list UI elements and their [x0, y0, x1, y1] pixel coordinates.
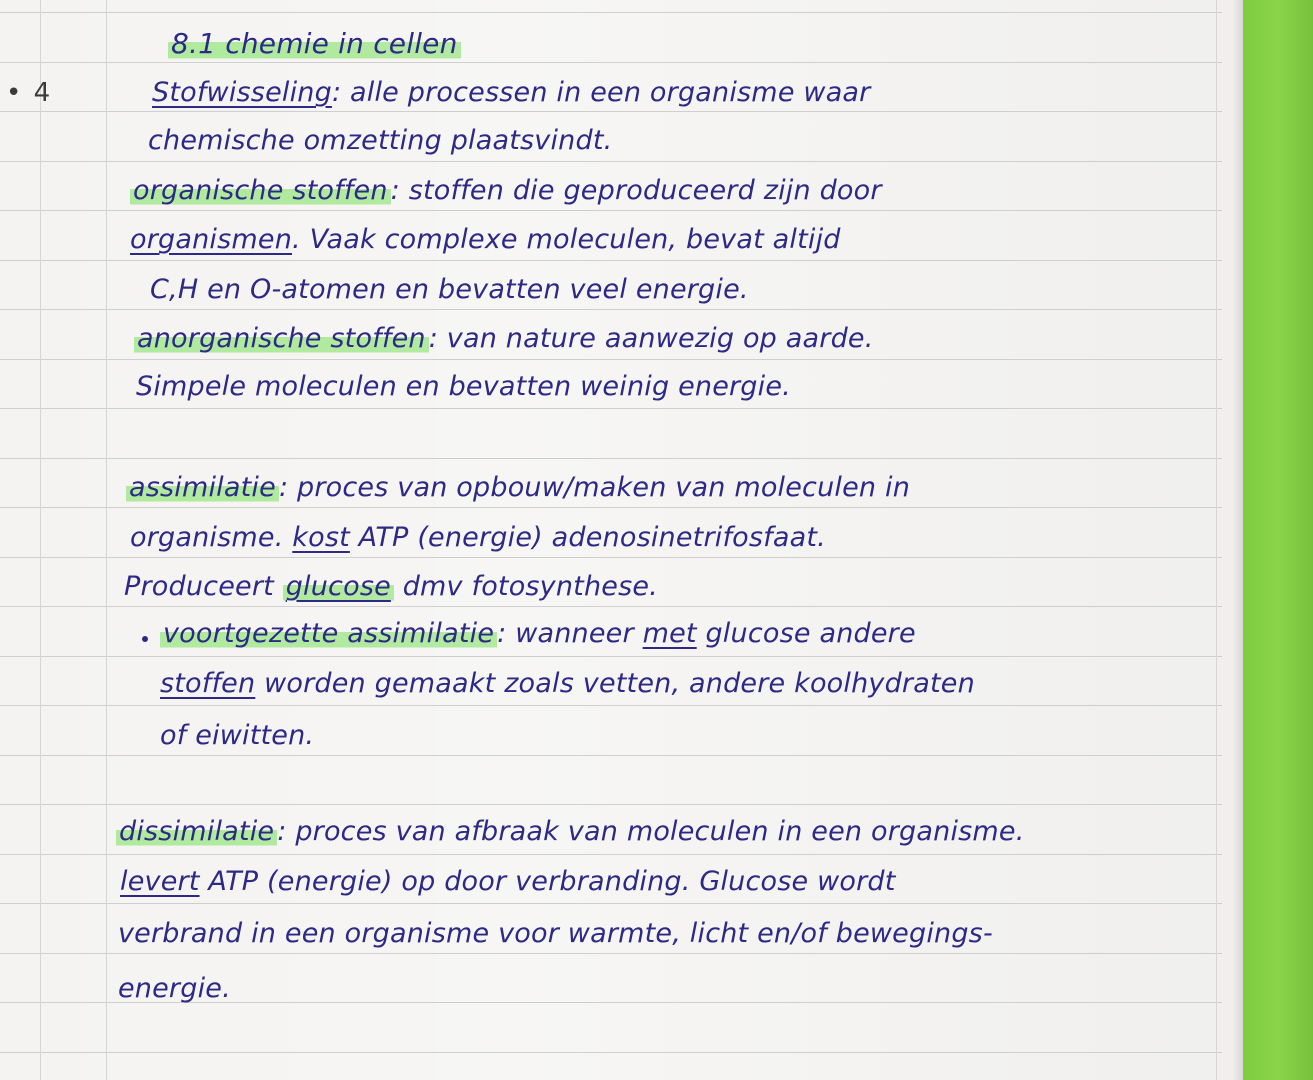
line-text: organisme. [130, 522, 293, 553]
ruled-line [0, 161, 1222, 162]
word-met: met [642, 618, 697, 649]
line-text: energie. [118, 973, 231, 1004]
note-line-7 [136, 373, 791, 400]
bullet-dot [142, 636, 148, 642]
line-text: Produceert [124, 571, 283, 602]
page-number: • 4 [6, 78, 53, 108]
ruled-line [0, 111, 1222, 112]
ruled-line [0, 359, 1222, 360]
ruled-line [0, 705, 1222, 706]
ruled-line [0, 755, 1222, 756]
line-text: : wanneer [497, 618, 643, 649]
page-edge-shadow [1232, 0, 1243, 1080]
ruled-line [0, 309, 1222, 310]
line-text: C,H en O-atomen en bevatten veel energie. [150, 274, 749, 305]
note-line-9 [130, 524, 826, 551]
note-line-2 [148, 127, 612, 154]
line-text: worden gemaakt zoals vetten, andere koolhydraten [255, 668, 975, 699]
ruled-line [0, 557, 1222, 558]
note-line-4 [130, 226, 841, 253]
ruled-line [0, 260, 1222, 261]
ruled-line [0, 804, 1222, 805]
term-organische-stoffen: organische stoffen [130, 175, 391, 206]
line-text: : proces van opbouw/maken van moleculen in [278, 472, 911, 503]
word-levert: levert [120, 866, 200, 897]
note-line-10 [124, 573, 658, 600]
line-text: of eiwitten. [160, 720, 315, 751]
line-text: verbrand in een organisme voor warmte, licht en/of bewegings- [118, 918, 993, 949]
line-text: glucose andere [696, 618, 916, 649]
ruled-line [0, 62, 1222, 63]
note-line-1 [152, 79, 870, 106]
line-text: : proces van afbraak van moleculen in een organisme. [277, 816, 1025, 847]
note-line-14 [116, 818, 1025, 845]
ruled-line [0, 1052, 1222, 1053]
line-text: ATP (energie) adenosinetrifosfaat. [349, 522, 826, 553]
page-number-text: 4 [33, 78, 53, 108]
term-voortgezette-assimilatie: voortgezette assimilatie [160, 618, 497, 649]
line-text: . Vaak complexe moleculen, bevat altijd [292, 224, 841, 255]
term-dissimilatie: dissimilatie [116, 816, 277, 847]
page-title [168, 27, 461, 60]
note-line-16 [118, 920, 993, 947]
note-line-8 [126, 474, 910, 501]
ruled-line [0, 854, 1222, 855]
word-stoffen: stoffen [160, 668, 256, 699]
margin-line-right [1216, 0, 1217, 1080]
note-line-11 [160, 620, 916, 647]
green-binder-edge [1243, 0, 1313, 1080]
ruled-line [0, 953, 1222, 954]
line-text: : van nature aanwezig op aarde. [428, 323, 874, 354]
note-line-3 [130, 177, 882, 204]
term-anorganische-stoffen: anorganische stoffen [134, 323, 429, 354]
line-text: Simpele moleculen en bevatten weinig energie. [136, 371, 791, 402]
ruled-line [0, 903, 1222, 904]
note-line-15 [120, 868, 896, 895]
ruled-line [0, 606, 1222, 607]
line-text: chemische omzetting plaatsvindt. [148, 125, 613, 156]
ruled-line [0, 210, 1222, 211]
ruled-line [0, 458, 1222, 459]
note-line-13 [160, 722, 314, 749]
ruled-line [0, 12, 1222, 13]
term-organismen: organismen [130, 224, 293, 255]
term-glucose: glucose [283, 571, 394, 602]
note-line-5 [150, 276, 749, 303]
term-stofwisseling: Stofwisseling [152, 77, 332, 108]
line-text: : stoffen die geproduceerd zijn door [390, 175, 882, 206]
term-assimilatie: assimilatie [126, 472, 279, 503]
word-kost: kost [292, 522, 350, 553]
ruled-line [0, 408, 1222, 409]
note-line-12 [160, 670, 975, 697]
title-text: 8.1 chemie in cellen [168, 27, 461, 60]
ruled-line [0, 507, 1222, 508]
note-line-17 [118, 975, 231, 1002]
note-line-6 [134, 325, 874, 352]
ruled-line [0, 656, 1222, 657]
line-text: : alle processen in een organisme waar [331, 77, 871, 108]
line-text: ATP (energie) op door verbranding. Glucose wordt [199, 866, 896, 897]
line-text: dmv fotosynthese. [393, 571, 658, 602]
margin-line [106, 0, 107, 1080]
margin-line-left [40, 0, 41, 1080]
